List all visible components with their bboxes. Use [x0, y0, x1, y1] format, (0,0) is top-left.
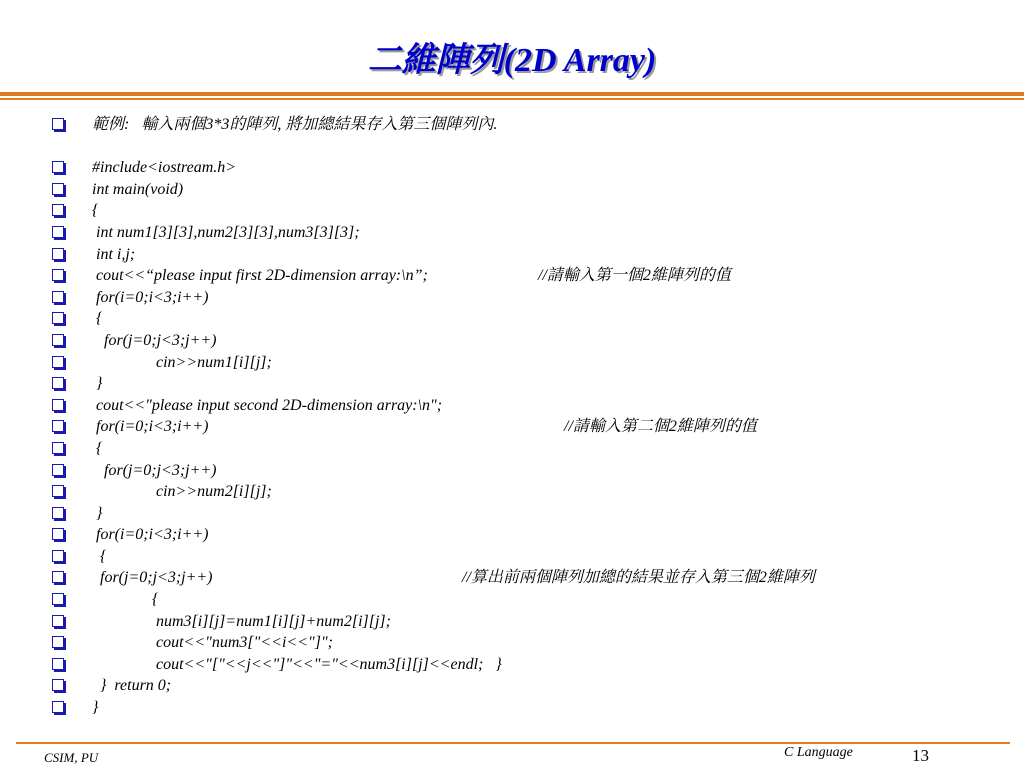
checkbox-bullet-icon: [52, 377, 64, 389]
checkbox-bullet-icon: [52, 593, 64, 605]
list-item: [52, 611, 1012, 633]
list-item: [52, 287, 1012, 309]
list-item: [52, 524, 1012, 546]
list-item: [52, 481, 1012, 503]
list-item: [52, 179, 1012, 201]
checkbox-bullet-icon: [52, 464, 64, 476]
list-item: [52, 503, 1012, 525]
checkbox-bullet-icon: [52, 226, 64, 238]
line-text: for(j=0;j<3;j++): [92, 331, 217, 349]
list-item: [52, 114, 1012, 136]
checkbox-bullet-icon: [52, 701, 64, 713]
line-text: {: [92, 591, 159, 609]
checkbox-bullet-icon: [52, 269, 64, 281]
checkbox-bullet-icon: [52, 356, 64, 368]
list-item: [52, 244, 1012, 266]
line-text: for(j=0;j<3;j++): [92, 461, 217, 479]
line-text: for(i=0;i<3;i++): [92, 288, 209, 306]
line-text: } return 0;: [92, 677, 172, 695]
line-text: cout<<"please input second 2D-dimension array:\n";: [92, 396, 443, 414]
checkbox-bullet-icon: [52, 485, 64, 497]
checkbox-bullet-icon: [52, 420, 64, 432]
code-listing: [52, 114, 1012, 719]
line-text: cout<<"num3["<<i<<"]";: [92, 634, 333, 652]
title-divider-thin: [0, 98, 1024, 100]
line-text: 範例: 輸入兩個3*3的陣列, 將加總結果存入第三個陣列內.: [92, 116, 498, 133]
line-text: for(i=0;i<3;i++): [92, 526, 209, 544]
line-text: int main(void): [92, 180, 184, 198]
checkbox-bullet-icon: [52, 442, 64, 454]
list-item: [52, 373, 1012, 395]
checkbox-bullet-icon: [52, 183, 64, 195]
line-comment: //請輸入第二個2維陣列的值: [564, 418, 757, 436]
list-item: [52, 395, 1012, 417]
list-item: [52, 222, 1012, 244]
checkbox-bullet-icon: [52, 507, 64, 519]
checkbox-bullet-icon: [52, 571, 64, 583]
line-text: num3[i][j]=num1[i][j]+num2[i][j];: [92, 612, 391, 630]
line-text: }: [92, 504, 103, 522]
line-text: cout<<"["<<j<<"]"<<"="<<num3[i][j]<<endl; }: [92, 655, 502, 673]
line-text: {: [92, 310, 103, 328]
list-item: [52, 654, 1012, 676]
line-text: int num1[3][3],num2[3][3],num3[3][3];: [92, 223, 360, 241]
checkbox-bullet-icon: [52, 204, 64, 216]
checkbox-bullet-icon: [52, 550, 64, 562]
list-item: [52, 675, 1012, 697]
line-text: cin>>num2[i][j];: [92, 483, 272, 501]
line-text: for(j=0;j<3;j++): [92, 569, 213, 587]
list-item: [52, 438, 1012, 460]
checkbox-bullet-icon: [52, 334, 64, 346]
line-comment: //請輸入第一個2維陣列的值: [538, 267, 731, 285]
list-item: [52, 697, 1012, 719]
footer-author: CSIM, PU: [44, 750, 99, 765]
line-text: {: [92, 202, 99, 220]
list-item: [52, 460, 1012, 482]
line-text: {: [92, 439, 103, 457]
slide-title: 二維陣列(2D Array): [367, 42, 657, 79]
line-text: cin>>num1[i][j];: [92, 353, 272, 371]
line-text: }: [92, 699, 99, 717]
list-item: [52, 632, 1012, 654]
checkbox-bullet-icon: [52, 679, 64, 691]
checkbox-bullet-icon: [52, 658, 64, 670]
line-text: cout<<“please input first 2D-dimension array:\n”;: [92, 267, 428, 285]
footer-course: C Language: [784, 745, 853, 760]
line-text: }: [92, 375, 103, 393]
checkbox-bullet-icon: [52, 248, 64, 260]
footer-divider: [16, 742, 1010, 744]
list-item: [52, 589, 1012, 611]
list-item: [52, 416, 1012, 438]
line-text: {: [92, 547, 107, 565]
list-item: [52, 546, 1012, 568]
list-item: [52, 330, 1012, 352]
checkbox-bullet-icon: [52, 615, 64, 627]
list-item: [52, 567, 1012, 589]
checkbox-bullet-icon: [52, 636, 64, 648]
checkbox-bullet-icon: [52, 161, 64, 173]
line-text: for(i=0;i<3;i++): [92, 418, 209, 436]
list-item: [52, 352, 1012, 374]
list-item: [52, 157, 1012, 179]
line-comment: //算出前兩個陣列加總的結果並存入第三個2維陣列: [462, 569, 815, 587]
line-text: #include<iostream.h>: [92, 159, 237, 177]
line-text: int i,j;: [92, 245, 136, 263]
list-item: [52, 265, 1012, 287]
checkbox-bullet-icon: [52, 312, 64, 324]
list-item: [52, 200, 1012, 222]
checkbox-bullet-icon: [52, 291, 64, 303]
list-item: [52, 308, 1012, 330]
checkbox-bullet-icon: [52, 399, 64, 411]
checkbox-bullet-icon: [52, 118, 64, 130]
checkbox-bullet-icon: [52, 528, 64, 540]
title-divider-thick: [0, 92, 1024, 96]
page-number: 13: [912, 746, 929, 765]
